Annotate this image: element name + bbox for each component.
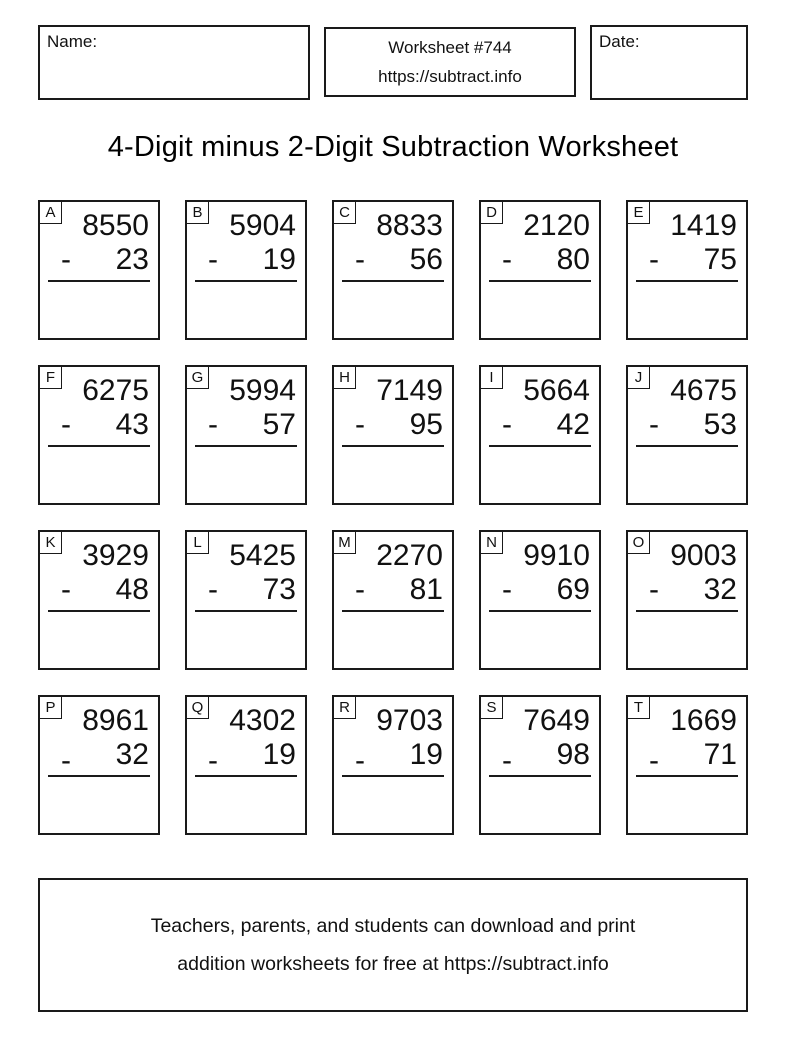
subtraction-row [40,243,158,277]
answer-space [481,447,599,499]
subtrahend-value: 73 [262,573,296,606]
minuend-value: 1669 [670,704,737,737]
minuend-value: 4675 [670,374,737,407]
header-row [38,25,748,100]
minuend-value: 9003 [670,539,737,572]
subtraction-row [628,738,746,777]
answer-space [628,447,746,499]
problem-letter-label: S [481,697,503,719]
answer-space [628,282,746,334]
problem-card [332,695,454,835]
name-box [38,25,310,100]
minus-operator: - [355,243,365,276]
minuend-value: 8833 [376,209,443,242]
problem-letter-label: H [334,367,356,389]
problem-card [332,365,454,505]
subtrahend-value: 57 [262,408,296,441]
date-label: Date: [599,32,640,51]
problem-letter-label: O [628,532,650,554]
subtrahend-value: 69 [556,573,590,606]
subtraction-row [334,243,452,277]
problem-card [479,530,601,670]
minuend-value: 5425 [229,539,296,572]
problem-card [479,695,601,835]
subtrahend-value: 23 [115,243,149,276]
answer-space [187,447,305,499]
subtrahend-value: 71 [703,738,737,771]
minuend-value: 8550 [82,209,149,242]
subtraction-row [187,408,305,442]
minus-operator: - [208,573,218,606]
subtrahend-value: 80 [556,243,590,276]
problem-card [626,530,748,670]
problem-letter-label: I [481,367,503,389]
problem-card [185,365,307,505]
answer-space [40,447,158,499]
problem-card [38,530,160,670]
answer-space [481,612,599,664]
answer-space [628,612,746,664]
subtrahend-value: 75 [703,243,737,276]
subtraction-row [628,243,746,277]
subtraction-row [40,738,158,777]
answer-space [187,282,305,334]
minus-operator: - [355,573,365,606]
minus-operator: - [208,243,218,276]
problem-card [185,695,307,835]
minuend-value: 4302 [229,704,296,737]
subtraction-row [334,408,452,442]
subtraction-row [40,408,158,442]
problem-letter-label: N [481,532,503,554]
date-box [590,25,748,100]
answer-space [40,612,158,664]
subtraction-row [628,573,746,607]
subtraction-row [334,573,452,607]
answer-space [40,282,158,334]
answer-space [481,282,599,334]
problem-letter-label: E [628,202,650,224]
minus-operator: - [649,408,659,441]
subtrahend-value: 95 [409,408,443,441]
problem-card [332,200,454,340]
subtraction-row [481,408,599,442]
problem-letter-label: C [334,202,356,224]
problem-letter-label: T [628,697,650,719]
minus-operator: - [355,744,365,777]
problem-letter-label: L [187,532,209,554]
minus-operator: - [61,573,71,606]
subtrahend-value: 53 [703,408,737,441]
page-title: 4-Digit minus 2-Digit Subtraction Worksheet [107,131,679,163]
minus-operator: - [502,243,512,276]
problem-letter-label: D [481,202,503,224]
subtrahend-value: 42 [556,408,590,441]
worksheet-info-box [324,27,576,97]
problem-letter-label: Q [187,697,209,719]
subtrahend-value: 98 [556,738,590,771]
answer-space [628,777,746,829]
subtraction-row [628,408,746,442]
problem-letter-label: J [628,367,650,389]
minus-operator: - [61,243,71,276]
problem-card [479,200,601,340]
subtrahend-value: 19 [409,738,443,771]
answer-space [334,612,452,664]
minuend-value: 1419 [670,209,737,242]
answer-space [187,777,305,829]
subtrahend-value: 56 [409,243,443,276]
answer-space [481,777,599,829]
minuend-value: 8961 [82,704,149,737]
minuend-value: 2270 [376,539,443,572]
subtrahend-value: 81 [409,573,443,606]
problem-card [332,530,454,670]
problem-letter-label: M [334,532,356,554]
minus-operator: - [61,744,71,777]
minuend-value: 5664 [523,374,590,407]
problems-grid [38,200,748,835]
subtraction-row [40,573,158,607]
subtrahend-value: 32 [703,573,737,606]
answer-space [334,777,452,829]
minus-operator: - [61,408,71,441]
problem-letter-label: K [40,532,62,554]
minus-operator: - [649,744,659,777]
subtraction-row [481,738,599,777]
problem-card [479,365,601,505]
minuend-value: 3929 [82,539,149,572]
problem-card [626,200,748,340]
subtrahend-value: 19 [262,738,296,771]
minuend-value: 6275 [82,374,149,407]
minus-operator: - [502,573,512,606]
minus-operator: - [355,408,365,441]
name-label: Name: [47,32,98,51]
worksheet-url: https://subtract.info [378,67,522,86]
problem-letter-label: B [187,202,209,224]
minuend-value: 2120 [523,209,590,242]
footer-note-box [38,878,748,1012]
problem-letter-label: P [40,697,62,719]
subtrahend-value: 32 [115,738,149,771]
subtraction-row [481,243,599,277]
problem-letter-label: R [334,697,356,719]
answer-space [334,447,452,499]
subtrahend-value: 48 [115,573,149,606]
answer-space [187,612,305,664]
minuend-value: 7649 [523,704,590,737]
problem-card [38,200,160,340]
problem-card [185,530,307,670]
subtrahend-value: 19 [262,243,296,276]
minus-operator: - [649,573,659,606]
subtraction-row [187,738,305,777]
footer-line-2: addition worksheets for free at https://subtract.info [177,953,609,975]
problem-card [185,200,307,340]
minuend-value: 7149 [376,374,443,407]
minuend-value: 5994 [229,374,296,407]
minus-operator: - [502,408,512,441]
subtrahend-value: 43 [115,408,149,441]
minuend-value: 9703 [376,704,443,737]
minus-operator: - [502,744,512,777]
answer-space [334,282,452,334]
footer-line-1: Teachers, parents, and students can download and print [150,915,636,937]
problem-letter-label: G [187,367,209,389]
minus-operator: - [208,744,218,777]
problem-card [626,695,748,835]
subtraction-row [481,573,599,607]
answer-space [40,777,158,829]
problem-card [38,365,160,505]
subtraction-row [187,573,305,607]
minuend-value: 5904 [229,209,296,242]
subtraction-row [187,243,305,277]
minus-operator: - [208,408,218,441]
worksheet-number: Worksheet #744 [388,38,512,57]
problem-card [38,695,160,835]
subtraction-row [334,738,452,777]
problem-card [626,365,748,505]
problem-letter-label: A [40,202,62,224]
minus-operator: - [649,243,659,276]
problem-letter-label: F [40,367,62,389]
minuend-value: 9910 [523,539,590,572]
